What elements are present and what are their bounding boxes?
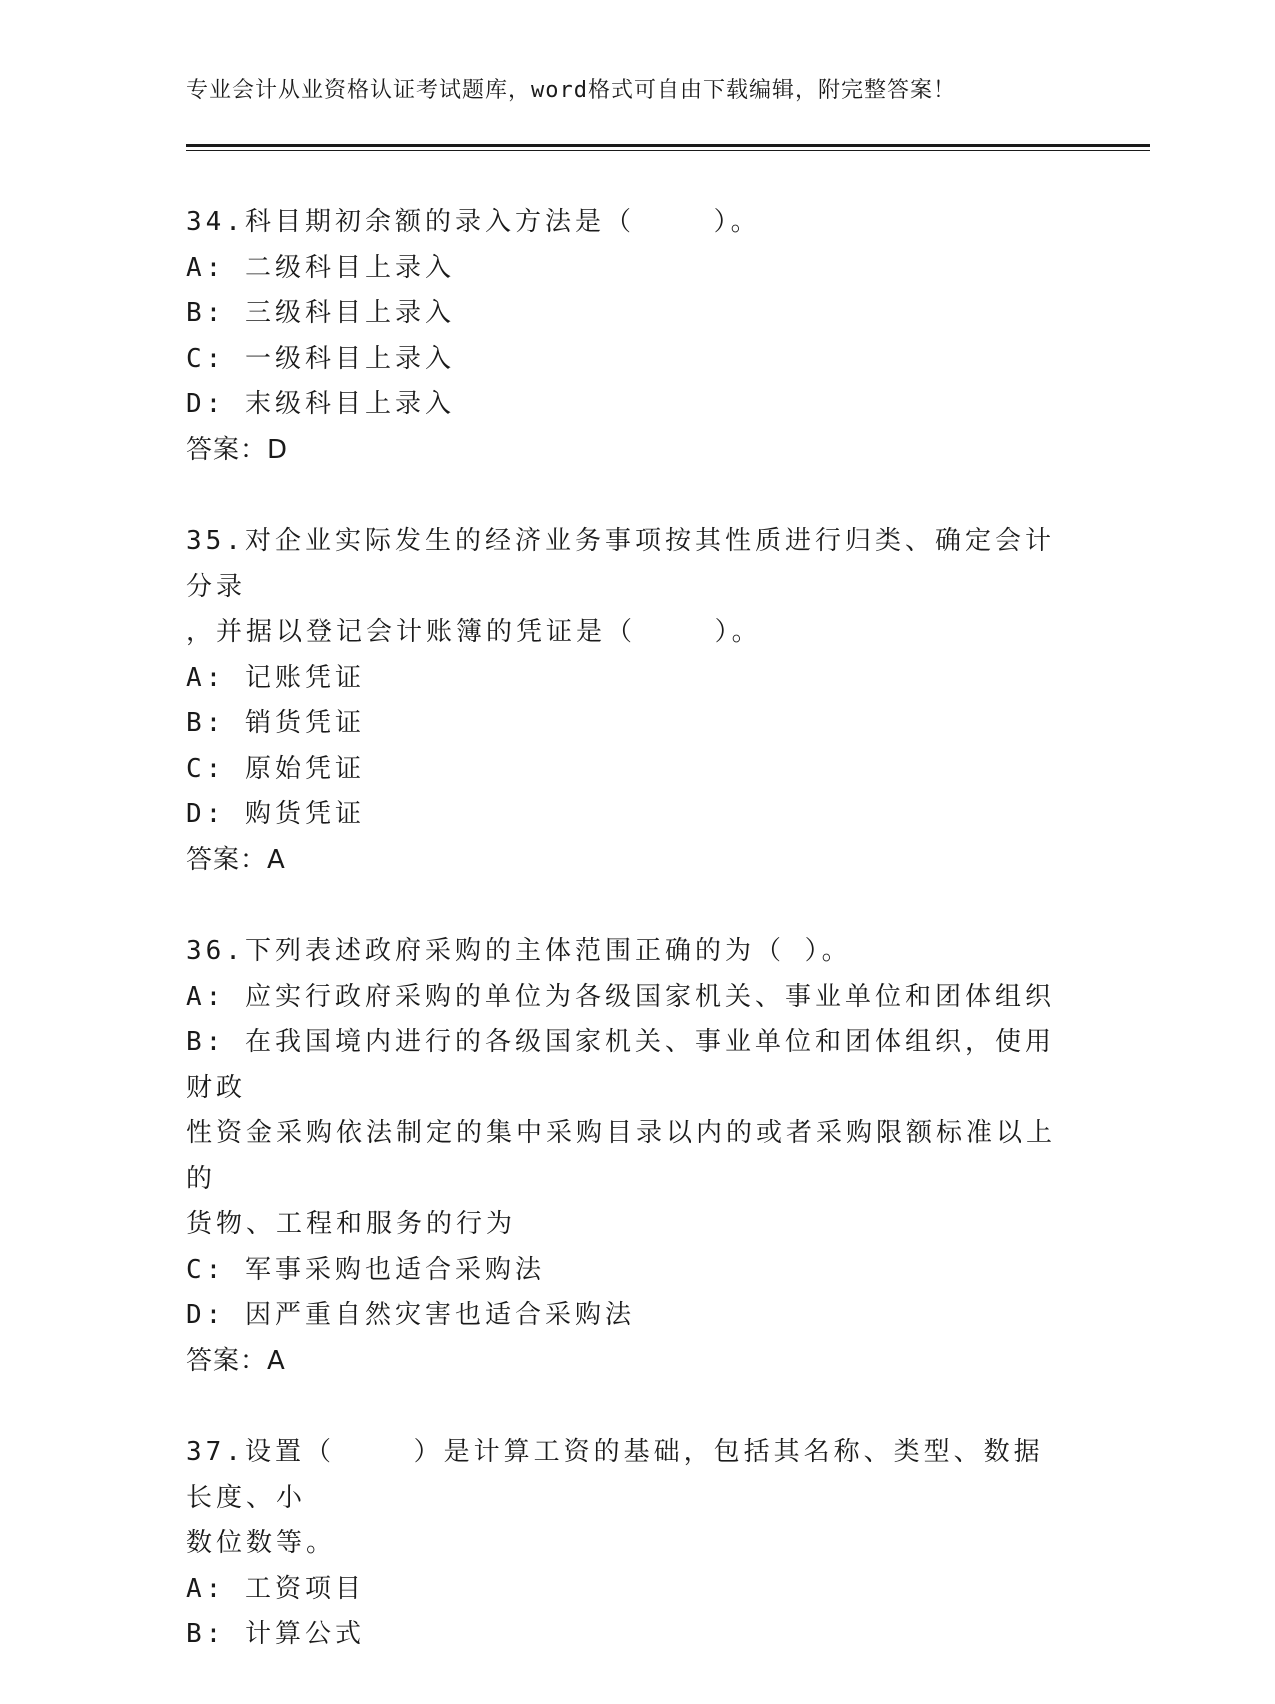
option-a: A: 记账凭证 bbox=[186, 662, 365, 693]
question-stem-continued: ，并据以登记会计账簿的凭证是（ ）。 bbox=[186, 617, 762, 647]
option-a: A: 二级科目上录入 bbox=[186, 252, 455, 283]
option-d: D: 末级科目上录入 bbox=[186, 389, 455, 419]
question-stem: 34.科目期初余额的录入方法是（ ）。 bbox=[186, 207, 761, 237]
option-a: A: 工资项目 bbox=[186, 1573, 365, 1604]
answer-line: 答案：D bbox=[186, 434, 289, 465]
option-b: B: 销货凭证 bbox=[186, 708, 365, 738]
question-36 bbox=[186, 929, 1066, 1384]
option-c: C: 军事采购也适合采购法 bbox=[186, 1254, 545, 1285]
question-stem: 35.对企业实际发生的经济业务事项按其性质进行归类、确定会计分录 bbox=[186, 526, 1055, 602]
option-b: B: 三级科目上录入 bbox=[186, 298, 455, 328]
option-d: D: 购货凭证 bbox=[186, 799, 365, 829]
question-stem: 37.设置（ ）是计算工资的基础，包括其名称、类型、数据长度、小 bbox=[186, 1437, 1044, 1513]
question-list bbox=[186, 200, 1066, 1704]
header-rule-thin bbox=[186, 150, 1150, 151]
option-d: D: 因严重自然灾害也适合采购法 bbox=[186, 1300, 635, 1330]
page-header-text: 专业会计从业资格认证考试题库，word格式可自由下载编辑，附完整答案！ bbox=[186, 78, 956, 103]
option-c: C: 原始凭证 bbox=[186, 753, 365, 784]
option-c: C: 一级科目上录入 bbox=[186, 343, 455, 374]
question-stem-continued: 数位数等。 bbox=[186, 1528, 337, 1558]
question-34 bbox=[186, 200, 1066, 473]
header-rule-thick bbox=[186, 144, 1150, 147]
answer-line: 答案：A bbox=[186, 1345, 286, 1376]
question-stem: 36.下列表述政府采购的主体范围正确的为（ ）。 bbox=[186, 936, 852, 966]
option-b: B: 在我国境内进行的各级国家机关、事业单位和团体组织，使用财政 性资金采购依法制定的集中采购目录以内的或者采购限额标准以上的 货物、工程和服务的行为 bbox=[186, 1027, 1057, 1239]
answer-line: 答案：A bbox=[186, 844, 286, 875]
question-37 bbox=[186, 1430, 1066, 1658]
question-35 bbox=[186, 519, 1066, 883]
option-a: A: 应实行政府采购的单位为各级国家机关、事业单位和团体组织 bbox=[186, 981, 1055, 1012]
option-b: B: 计算公式 bbox=[186, 1619, 365, 1649]
